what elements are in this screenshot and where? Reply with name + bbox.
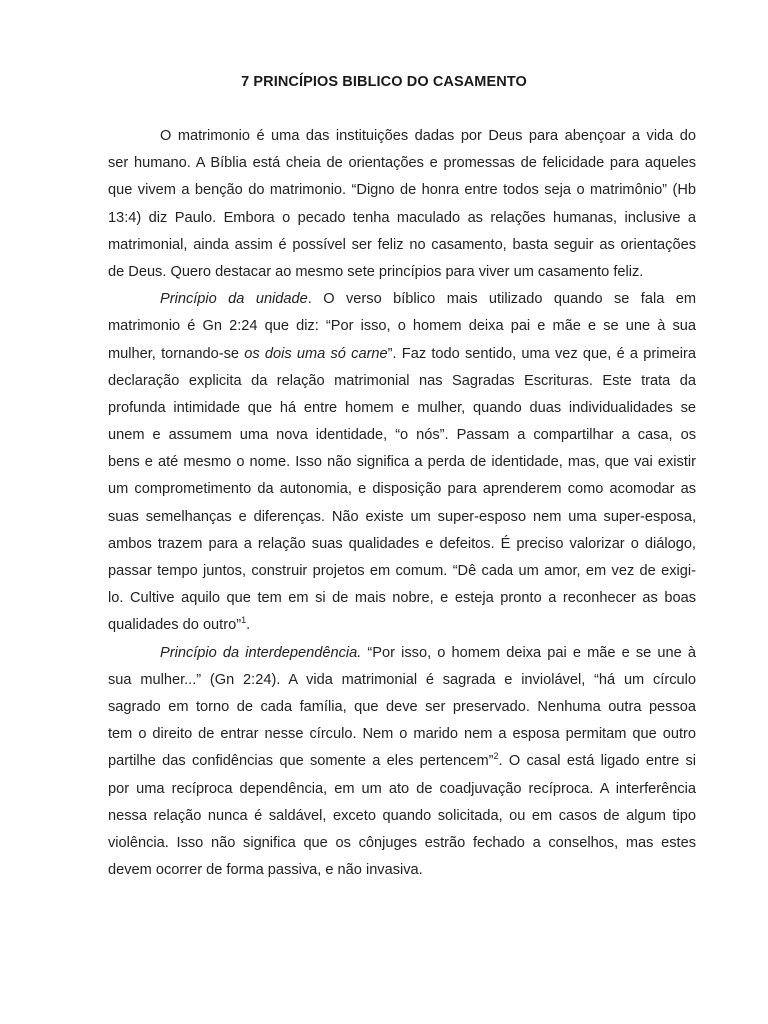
document-body (108, 123, 696, 884)
text-line: bens e até mesmo o nome. Isso não significa a perda de identidade, mas, que vai existir (108, 454, 696, 471)
text-line: ambos trazem para a relação suas qualidades e defeitos. É preciso valorizar o diálogo, (108, 535, 696, 552)
text-line: nessa relação nunca é saldável, exceto quando solicitada, ou em casos de algum tipo (108, 807, 696, 824)
italic-quote: os dois uma só carne (244, 345, 388, 362)
text-run: “Por isso, o homem deixa pai e mãe e se une à (361, 644, 697, 661)
text-line: profunda intimidade que há entre homem e mulher, quando duas individualidades se (108, 399, 696, 416)
text-line: ser humano. A Bíblia está cheia de orientações e promessas de felicidade para aqueles (108, 155, 696, 172)
text-line: matrimonial, ainda assim é possível ser feliz no casamento, basta seguir as orientações (108, 236, 696, 253)
text-line (108, 640, 696, 667)
text-line: matrimonio é Gn 2:24 que diz: “Por isso, o homem deixa pai e mãe e se une à sua (108, 318, 696, 335)
text-line: que vivem a benção do matrimonio. “Digno de honra entre todos seja o matrimônio” (Hb (108, 182, 696, 199)
text-line: sua mulher...” (Gn 2:24). A vida matrimonial é sagrada e inviolável, “há um círculo (108, 671, 696, 688)
footnote-ref-2[interactable]: 2 (493, 751, 499, 762)
text-line: devem ocorrer de forma passiva, e não invasiva. (108, 862, 423, 879)
text-run: partilhe das confidências que somente a eles pertencem” (108, 753, 494, 770)
text-line: lo. Cultive aquilo que tem em si de mais nobre, e esteja pronto a reconhecer as boas (108, 590, 696, 607)
footnote-ref-1[interactable]: 1 (241, 615, 247, 626)
text-line (108, 341, 696, 368)
text-line: violência. Isso não significa que os cônjuges estrão fechado a conselhos, mas estes (108, 834, 696, 851)
text-line: O matrimonio é uma das instituições dadas por Deus para abençoar a vida do (160, 128, 696, 144)
text-line: de Deus. Quero destacar ao mesmo sete princípios para viver um casamento feliz. (108, 263, 644, 280)
text-line (108, 286, 696, 313)
text-line (108, 612, 696, 639)
text-run: qualidades do outro” (108, 617, 242, 634)
section-heading-interdependencia: Princípio da interdependência. (160, 644, 362, 661)
text-line: passar tempo juntos, construir projetos em comum. “Dê cada um amor, em vez de exigi- (108, 563, 696, 579)
text-run: mulher, tornando-se (108, 345, 245, 362)
text-run: . (246, 617, 251, 634)
section-heading-unidade: Princípio da unidade (160, 291, 308, 308)
text-line: declaração explicita da relação matrimonial nas Sagradas Escrituras. Este trata da (108, 372, 696, 389)
document-title: 7 PRINCÍPIOS BIBLICO DO CASAMENTO (241, 74, 527, 90)
text-line: sagrado em torno de cada família, que deve ser preservado. Nenhuma outra pessoa (108, 698, 696, 715)
text-line: por uma recíproca dependência, em um ato de coadjuvação recíproca. A interferência (108, 780, 696, 797)
text-line: tem o direito de entrar nesse círculo. Nem o marido nem a esposa permitam que outro (108, 726, 696, 743)
text-line: unem e assumem uma nova identidade, “o nós”. Passam a compartilhar a casa, os (108, 427, 696, 444)
text-line (108, 748, 696, 775)
text-line: um comprometimento da autonomia, e disposição para aprenderem como acomodar as (108, 481, 696, 498)
text-run: . O verso bíblico mais utilizado quando se fala em (307, 291, 697, 308)
text-run: ”. Faz todo sentido, uma vez que, é a primeira (387, 345, 696, 362)
text-line: suas semelhanças e diferenças. Não existe um super-esposo nem uma super-esposa, (108, 508, 696, 525)
text-run: . O casal está ligado entre si (498, 753, 696, 770)
text-line: 13:4) diz Paulo. Embora o pecado tenha maculado as relações humanas, inclusive a (108, 209, 696, 226)
